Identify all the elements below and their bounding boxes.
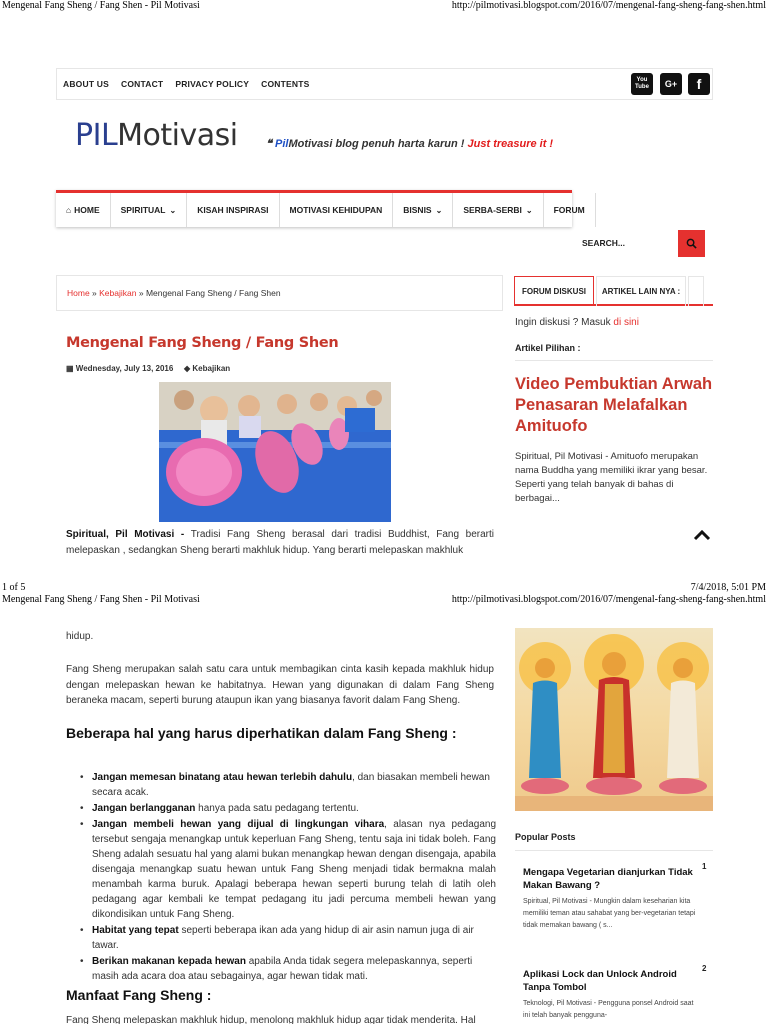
scroll-top-button[interactable] [693,524,711,547]
top-bar [56,68,713,100]
post-title[interactable]: Mengenal Fang Sheng / Fang Shen [66,335,339,351]
print-footer-page: 1 of 5 [2,582,26,593]
list-item-bold: Jangan membeli hewan yang dijual di lingkungan vihara [92,819,385,830]
chevron-down-icon: ⌄ [435,205,443,215]
post-paragraph-2: Fang Sheng merupakan salah satu cara untuk membagikan cinta kasih kepada makhluk hidup dengan melepaskan hewan ke habitatnya. Hewan yang digunakan di dalam Fang Sheng beraneka macam, seperti burung ataupun ikan yang biasanya favorit dalam Fang Sheng. [66,664,494,706]
featured-post-title[interactable]: Video Pembuktian Arwah Penasaran Melafalkan Amituofo [515,375,713,435]
list-item [80,817,496,922]
search-icon [686,238,697,249]
nav-bisnis-label: BISNIS [403,205,432,215]
post-image [159,382,391,522]
site-tagline [266,137,553,150]
nav-motivasi[interactable] [280,193,394,227]
nav-spiritual-label: SPIRITUAL [120,205,166,215]
nav-forum[interactable] [544,193,596,227]
breadcrumb [56,275,503,311]
tag-icon: ◆ [184,364,193,373]
search-button[interactable] [678,230,705,257]
quote-icon: ❝ [266,138,275,150]
top-nav [63,79,310,89]
sidebar-tabs [514,276,713,306]
post-intro [66,527,494,559]
tab-forum-diskusi[interactable]: FORUM DISKUSI [514,276,594,306]
forum-invite [515,316,639,329]
list-item-bold: Jangan memesan binatang atau hewan terlebih dahulu [92,772,353,783]
tagline-text: Motivasi blog penuh harta karun ! [288,138,468,150]
sidebar-banner-image[interactable] [515,628,713,811]
featured-post-snippet: Spiritual, Pil Motivasi - Amituofo merupakan nama Buddha yang memiliki ikrar yang besar. Seperti yang telah banyak di bahas di berbagai... [515,451,708,504]
youtube-icon[interactable]: You Tube [631,73,653,95]
picked-articles-title: Artikel Pilihan : [515,343,581,353]
divider [515,850,713,851]
tips-list [80,770,496,985]
popular-rank-2: 2 [702,964,707,973]
breadcrumb-home[interactable]: Home [67,288,90,298]
topnav-contents[interactable]: CONTENTS [261,79,310,89]
tagline-red: Just treasure it ! [467,138,554,150]
home-icon: ⌂ [66,205,72,215]
nav-motivasi-label: MOTIVASI KEHIDUPAN [289,205,383,215]
nav-forum-label: FORUM [553,205,585,215]
list-item [80,770,496,800]
fangsheng-photo [159,382,391,522]
post-date-text: Wednesday, July 13, 2016 [75,364,174,373]
popular-post-1[interactable] [523,866,698,932]
list-item-text: seperti beberapa ikan ada yang hidup di air asin namun juga di air tawar. [92,925,474,951]
post-label-text: Kebajikan [192,364,231,373]
forum-invite-text: Ingin diskusi ? Masuk [515,317,614,328]
post-paragraph-3: Fang Sheng melepaskan makhluk hidup, menolong makhluk hidup agar tidak menderita. Hal [66,1015,476,1024]
main-nav [56,190,585,227]
logo-pil: PIL [75,118,118,153]
post-intro-text: Tradisi Fang Sheng berasal dari tradisi Buddhist, Fang berarti melepaskan , sedangkan Sheng berarti makhluk hidup. Yang berarti melepaskan makhluk [66,529,494,556]
breadcrumb-sep: » [89,288,100,298]
popular-post-snippet: Spiritual, Pil Motivasi - Mungkin dalam keseharian kita memiliki teman atau sahabat yang ber-vegetarian tetapi tidak memakan bawang ( s... [523,898,696,929]
post-date [66,364,173,373]
tab-artikel-lain[interactable]: ARTIKEL LAIN NYA : [596,276,686,306]
nav-serba-label: SERBA-SERBI [463,205,522,215]
print-header-title-2: Mengenal Fang Sheng / Fang Shen - Pil Motivasi [2,594,200,605]
list-item-text: apabila Anda tidak segera melepaskannya, seperti masih ada acara doa atau sebagainya, agar hewan tidak mati. [92,956,473,982]
nav-home-label: HOME [74,205,100,215]
tagline-pil: Pil [274,138,289,150]
nav-home[interactable] [56,193,111,227]
breadcrumb-sep: » [136,288,146,298]
print-header-title: Mengenal Fang Sheng / Fang Shen - Pil Motivasi [2,0,200,11]
list-item-bold: Berikan makanan kepada hewan [92,956,246,967]
logo-motivasi: Motivasi [117,118,238,153]
divider [515,360,713,361]
popular-post-snippet: Teknologi, Pil Motivasi - Pengguna ponsel Android saat ini telah banyak pengguna- [523,1000,694,1019]
breadcrumb-current: Mengenal Fang Sheng / Fang Shen [145,288,281,298]
list-item-text: hanya pada satu pedagang tertentu. [195,803,359,814]
calendar-icon: ▦ [66,364,76,373]
list-item-bold: Habitat yang tepat [92,925,179,936]
list-item [80,954,496,984]
list-item-text: , alasan nya pedagang tersebut sengaja menangkap untuk keperluan Fang Sheng, tentu saja ini tidak boleh. Fang Sheng adalah sesuatu hal yang alami bukan menangkap hewan dengan disengaja, apabila disengaja menangkap suatu hewan untuk Fang Sheng menjadi tidak bermakna malah menambah karma buruk. Apalagi beberapa hewan seperti burung telah di latih oleh pedagang agar kembali ke tempat pedagang itu jadi percuma membeli hewan yang dikondisikan untuk Fang Sheng. [92,819,497,920]
site-logo[interactable] [75,118,238,153]
tab-extra[interactable] [688,276,704,306]
heading-perhatikan: Beberapa hal yang harus diperhatikan dalam Fang Sheng : [66,725,457,741]
breadcrumb-category[interactable]: Kebajikan [99,288,137,298]
print-header-url: http://pilmotivasi.blogspot.com/2016/07/mengenal-fang-sheng-fang-shen.html [451,0,766,11]
list-item [80,801,496,816]
chevron-down-icon: ⌄ [169,205,177,215]
chevron-down-icon: ⌄ [525,205,533,215]
popular-post-2[interactable] [523,968,698,1022]
popular-post-title[interactable]: Aplikasi Lock dan Unlock Android Tanpa Tombol [523,969,677,993]
list-item-bold: Jangan berlangganan [92,803,196,814]
heading-manfaat: Manfaat Fang Sheng : [66,987,212,1003]
facebook-icon[interactable]: f [688,73,710,95]
forum-link[interactable]: di sini [613,317,639,328]
post-intro-bold: Spiritual, Pil Motivasi - [66,529,191,540]
nav-spiritual[interactable] [111,193,188,227]
chevron-up-icon [693,529,711,541]
nav-serba-serbi[interactable] [453,193,543,227]
popular-posts-title: Popular Posts [515,832,576,842]
post-label[interactable] [184,364,230,373]
topnav-privacy[interactable]: PRIVACY POLICY [175,79,250,89]
popular-post-title[interactable]: Mengapa Vegetarian dianjurkan Tidak Makan Bawang ? [523,867,693,891]
list-item [80,923,496,953]
topnav-contact[interactable]: CONTACT [121,79,164,89]
print-header-url-2: http://pilmotivasi.blogspot.com/2016/07/mengenal-fang-sheng-fang-shen.html [451,594,766,605]
list-item-text: , dan biasakan membeli hewan secara acak. [92,772,490,798]
print-footer-date: 7/4/2018, 5:01 PM [690,582,766,593]
nav-bisnis[interactable] [393,193,453,227]
post-intro-continued: hidup. [66,631,94,642]
popular-rank-1: 1 [702,862,707,871]
search-input[interactable]: SEARCH... [582,238,625,248]
nav-kisah-label: KISAH INSPIRASI [197,205,269,215]
nav-kisah[interactable] [187,193,279,227]
topnav-about[interactable]: ABOUT US [63,79,109,89]
google-plus-icon[interactable]: G+ [660,73,682,95]
buddha-illustration [515,628,713,811]
